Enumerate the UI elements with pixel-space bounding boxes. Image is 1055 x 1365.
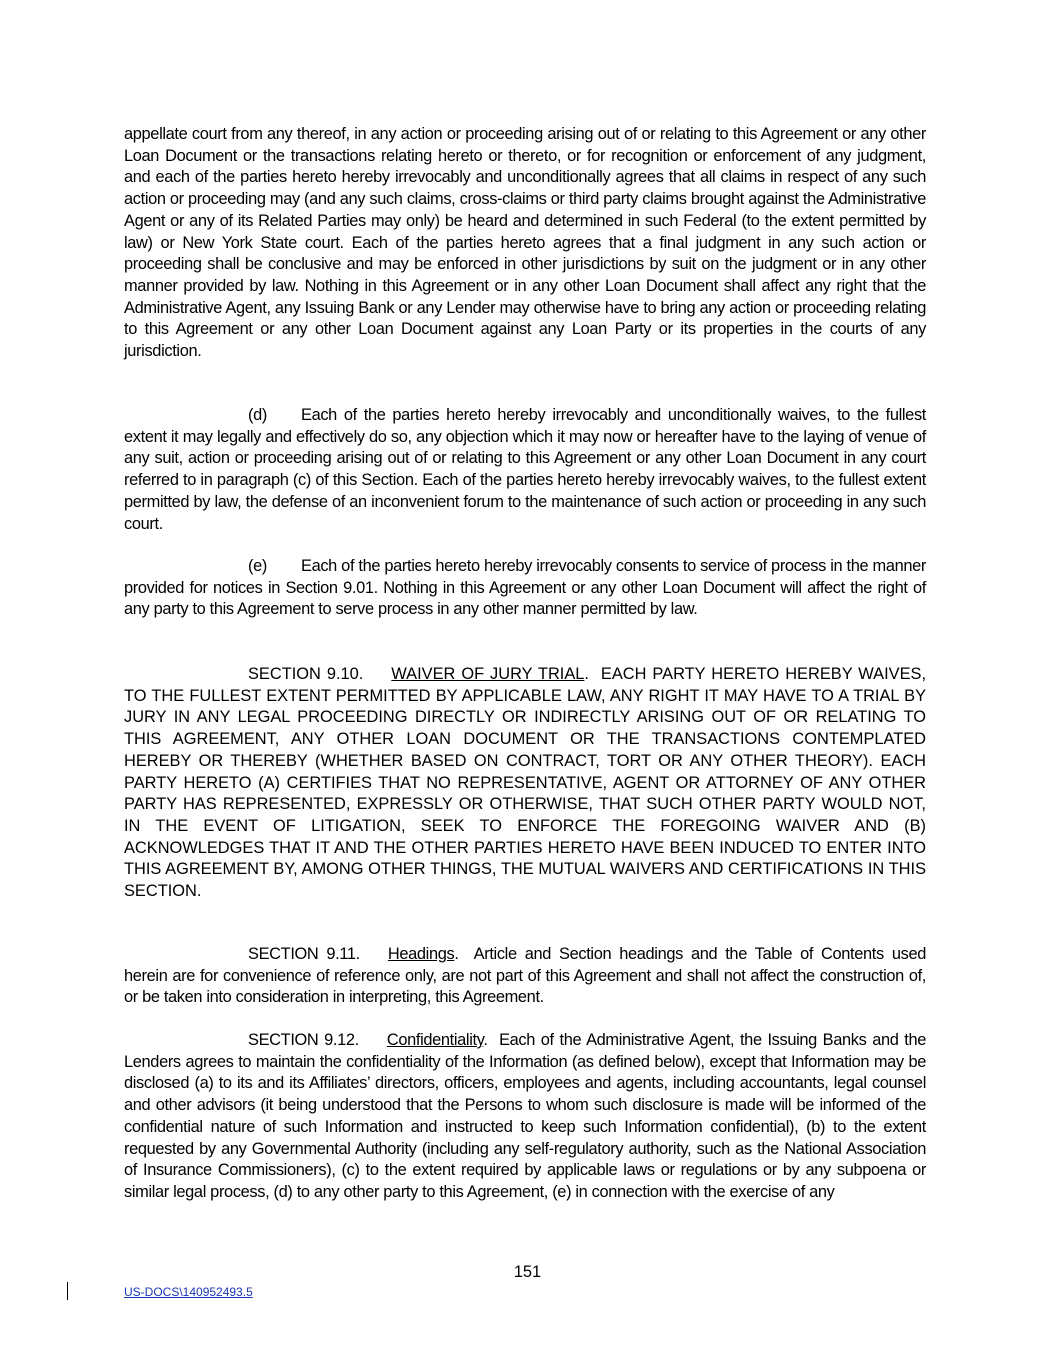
section-9-10-period: . <box>584 665 589 683</box>
section-9-10-text: EACH PARTY HERETO HEREBY WAIVES, TO THE FULLEST EXTENT PERMITTED BY APPLICABLE LAW, ANY RIGHT IT MAY HAVE TO A TRIAL BY JURY IN ANY LEGAL PROCEEDING DIRECTLY OR INDIRECTLY ARISING OUT OF OR RELATING TO THIS AGREEMENT, ANY OTHER LOAN DOCUMENT OR THE TRANSACTIONS CONTEMPLATED HEREBY OR THEREBY (WHETHER BASED ON CONTRACT, TORT OR ANY OTHER THEORY). EACH PARTY HERETO (A) CERTIFIES THAT NO REPRESENTATIVE, AGENT OR ATTORNEY OF ANY OTHER PARTY HAS REPRESENTED, EXPRESSLY OR OTHERWISE, THAT SUCH OTHER PARTY WOULD NOT, IN THE EVENT OF LITIGATION, SEEK TO ENFORCE THE FOREGOING WAIVER AND (B) ACKNOWLEDGES THAT IT AND THE OTHER PARTIES HERETO HAVE BEEN INDUCED TO ENTER INTO THIS AGREEMENT BY, AMONG OTHER THINGS, THE MUTUAL WAIVERS AND CERTIFICATIONS IN THIS SECTION. <box>124 665 927 901</box>
document-id-link[interactable]: US-DOCS\140952493.5 <box>124 1285 253 1299</box>
section-9-11 <box>124 944 926 1009</box>
section-9-10-number: SECTION 9.10. <box>248 665 364 683</box>
section-9-11-period: . <box>454 945 459 963</box>
paragraph-continued-text: appellate court from any thereof, in any action or proceeding arising out of or relating to this Agreement or any other Loan Document or the transactions relating hereto or thereto, or for recognition or enforcement of any judgment, and each of the parties hereto hereby irrevocably and unconditionally agrees that all claims in respect of any such action or proceeding may (and any such claims, cross-claims or third party claims brought against the Administrative Agent or any of its Related Parties may only) be heard and determined in such Federal (to the extent permitted by law) or New York State court. Each of the parties hereto agrees that a final judgment in any such action or proceeding shall be conclusive and may be enforced in other jurisdictions by suit on the judgment or in any other manner provided by law. Nothing in this Agreement or in any other Loan Document shall affect any right that the Administrative Agent, any Issuing Bank or any Lender may otherwise have to bring any action or proceeding relating to this Agreement or any other Loan Document against any Loan Party or its properties in the courts of any jurisdiction. <box>124 125 926 361</box>
revision-bar <box>67 1282 68 1300</box>
section-9-11-text: Article and Section headings and the Table of Contents used herein are for convenience of reference only, are not part of this Agreement and shall not affect the construction of, or be taken into consideration in interpreting, this Agreement. <box>124 945 926 1007</box>
section-9-12-period: . <box>483 1031 488 1049</box>
paragraph-e-label: (e) <box>248 557 267 575</box>
section-9-12-number: SECTION 9.12. <box>248 1031 359 1049</box>
paragraph-d-text: Each of the parties hereto hereby irrevocably and unconditionally waives, to the fullest extent it may legally and effectively do so, any objection which it may now or hereafter have to the laying of venue of any suit, action or proceeding arising out of or relating to this Agreement or any other Loan Document in any court referred to in paragraph (c) of this Section. Each of the parties hereto hereby irrevocably waives, to the fullest extent permitted by law, the defense of an inconvenient forum to the maintenance of such action or proceeding in any such court. <box>124 406 926 533</box>
paragraph-d-label: (d) <box>248 406 267 424</box>
section-9-10 <box>124 664 926 903</box>
section-9-12-heading: Confidentiality <box>386 1031 484 1049</box>
section-9-11-heading: Headings <box>387 945 455 963</box>
section-9-10-heading: WAIVER OF JURY TRIAL <box>391 665 585 683</box>
section-9-12 <box>124 1030 926 1204</box>
section-9-11-number: SECTION 9.11. <box>248 945 360 963</box>
section-9-12-text: Each of the Administrative Agent, the Issuing Banks and the Lenders agrees to maintain the confidentiality of the Information (as defined below), except that Information may be disclosed (a) to its and its Affiliates’ directors, officers, employees and agents, including accountants, legal counsel and other advisors (it being understood that the Persons to whom such disclosure is made will be informed of the confidential nature of such Information and instructed to keep such Information confidential), (b) to the extent requested by any Governmental Authority (including any self-regulatory authority, such as the National Association of Insurance Commissioners), (c) to the extent required by applicable laws or regulations or by any subpoena or similar legal process, (d) to any other party to this Agreement, (e) in connection with the exercise of any <box>124 1031 927 1201</box>
paragraph-continued <box>124 124 926 363</box>
paragraph-d <box>124 405 926 535</box>
paragraph-e <box>124 556 926 621</box>
paragraph-e-text: Each of the parties hereto hereby irrevocably consents to service of process in the manner provided for notices in Section 9.01. Nothing in this Agreement or any other Loan Document will affect the right of any party to this Agreement to serve process in any other manner permitted by law. <box>124 557 926 619</box>
page-number: 151 <box>513 1263 542 1281</box>
